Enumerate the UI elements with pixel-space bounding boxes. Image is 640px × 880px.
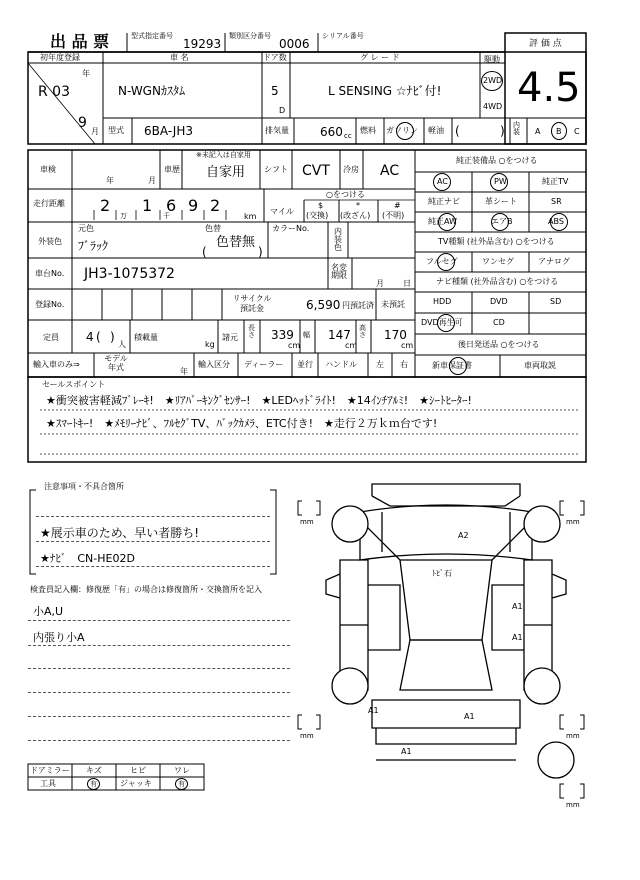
history-label: 車歴 [164,165,180,174]
mile-label: マイル [270,207,294,216]
tv-fullseg: フルセグ [426,257,458,266]
model-no-label: 型式指定番号 [131,32,173,40]
drive-2wd: 2WD [483,76,503,85]
nav-dvd-play-circle [437,314,455,332]
import-class-label: 輸入区分 [198,360,230,369]
history-note: ※未記入は自家用 [196,151,251,159]
paint-label: 色替 [205,224,221,233]
car-name: N-WGNｶｽﾀﾑ [118,84,185,98]
orig-color-value: ﾌﾞﾗｯｸ [78,239,109,253]
legend-tool: 工具 [40,779,56,788]
title-exp-label: 名変期限 [331,263,347,280]
sym-hash: # [394,201,401,210]
exp-day: 日 [403,279,411,288]
history-value: 自家用 [206,165,246,180]
interior-c: C [574,127,580,136]
type-value: 6BA-JH3 [144,124,194,138]
tire-mm-fr: mm [566,518,580,526]
notes-label: 注意事項・不具合箇所 [44,482,124,491]
interior-color-label: 内装色 [334,227,342,252]
import-label: 輸入車のみ⇒ [33,360,80,369]
ac-label: 冷房 [343,165,359,174]
first-reg-label: 初年度登録 [40,53,80,62]
width-unit: cm [345,341,358,350]
damage-a1-right-front: A1 [512,602,523,611]
sen-unit: 千 [163,212,170,220]
door-suffix: D [279,106,286,115]
damage-a1-right-rear: A1 [512,633,523,642]
len-label: 長さ [248,324,255,339]
note-line-1: ★展示車のため、早い者勝ち! [40,526,200,540]
fuel-gas-circle [396,122,414,140]
inspection-label: 車検 [40,165,56,174]
recycle-amount: 6,590 [306,298,341,312]
equip-leather: 革シート [485,197,517,206]
sales-line-1: ★衝突被害軽減ﾌﾞﾚｰｷ! ★ﾘｱﾊﾞｰｷﾝｸﾞｾﾝｻｰ! ★LEDﾍｯﾄﾞﾗｲﾄ! ★14ｲﾝﾁｱﾙﾐ! ★ｼｰﾄﾋｰﾀｰ! [46,394,472,407]
tv-fullseg-circle [437,253,455,271]
tire-mm-rr: mm [566,732,580,740]
displacement-value: 660 [320,125,343,139]
altered-label: (改ざん) [340,211,371,220]
fuel-other-paren-close: ) [500,124,505,138]
width-value: 147 [328,328,351,342]
equip-sr: SR [551,197,562,206]
type-label: 型式 [108,126,124,135]
legend-crack: ヒビ [130,766,146,775]
class-no-label: 類別区分番号 [229,32,271,40]
inspector-line-2: 内張り小A [33,631,85,644]
doors-label: ドア数 [263,53,287,62]
equip-abs: ABS [548,217,564,226]
insp-year-mark: 年 [106,176,114,185]
chassis-label: 車台No. [35,269,65,278]
first-reg-month: 9 [78,115,87,131]
paint-paren-open: ( [202,245,207,259]
capacity-unit: 人 [118,340,126,349]
color-no-label: カラーNo. [272,224,310,233]
fuel-diesel: 軽油 [428,126,444,135]
paint-paren-close: ) [258,245,263,259]
km-unit: km [244,212,257,221]
interior-a: A [535,127,541,136]
handle-left: 左 [376,360,384,369]
note-line-2: ★ﾅﾋﾞ CN-HE02D [40,552,135,565]
color-label: 外装色 [38,237,62,246]
length-value: 339 [271,328,294,342]
equip-aw-circle [438,213,456,231]
sym-dollar: $ [318,201,324,210]
legend-scratch: キズ [86,766,102,775]
ac-value: AC [380,163,400,179]
height-value: 170 [384,328,407,342]
drive-label: 駆動 [484,55,500,64]
legend-jack: ジャッキ [120,779,152,788]
damage-a1-bumper: A1 [401,747,412,756]
legend-jack-have: 有 [178,780,185,788]
mileage-digit-2: 1 [142,196,153,215]
paint-value: 色替無 [216,235,256,250]
nav-type-label: ナビ種類 (社外品含む) ○をつける [436,277,559,286]
model-no: 19293 [183,37,222,51]
nav-cd: CD [493,318,505,327]
equip-ac-circle [433,173,451,191]
mark-note: ○をつける [326,190,365,199]
length-unit: cm [288,341,301,350]
not-deposited: 未預託 [381,300,405,309]
model-year-label: モデル年式 [104,354,128,372]
cc-unit: cc [344,132,352,140]
std-equip-label: 純正装備品 ○をつける [456,156,538,165]
legend-break: ワレ [174,766,190,775]
equip-airbag-circle [491,213,509,231]
doors-value: 5 [271,84,279,98]
mileage-label: 走行距離 [33,199,65,208]
inspector-label: 検査員記入欄：修復歴「有」の場合は修復箇所・交換箇所を記入 [30,585,262,594]
damage-stone: ﾄﾋﾞ石 [432,569,452,578]
capacity-paren: ( [96,330,101,344]
mileage-digit-4: 9 [188,196,199,215]
interior-b-circle [551,122,567,140]
score-value: 4.5 [517,65,581,111]
equip-abs-circle [550,213,568,231]
month-mark: 月 [91,127,99,136]
shift-value: CVT [302,163,330,179]
wid-label: 幅 [303,331,310,339]
displacement-label: 排気量 [265,126,289,135]
damage-a2: A2 [458,531,469,540]
tv-analog: アナログ [538,257,570,266]
sales-label: セールスポイント [42,380,106,389]
tire-mm-spare: mm [566,801,580,809]
fuel-label: 燃料 [360,126,376,135]
capacity-value: 4 [86,330,94,344]
damage-a1-left-rear: A1 [368,706,379,715]
drive-4wd: 4WD [483,102,503,111]
later-manual: 車両取説 [524,361,556,370]
tv-label: TV種類 (社外品含む) ○をつける [438,237,555,246]
legend-jack-circle [175,778,188,790]
legend-mirror: ドアミラー [30,766,70,775]
kg-unit: kg [205,340,215,349]
era-year: R 03 [38,84,70,100]
chassis-value: JH3-1075372 [84,266,175,282]
exp-month: 月 [376,279,384,288]
equip-pw: PW [494,177,507,186]
later-label: 後日発送品 ○をつける [458,340,540,349]
form-title: 出 品 票 [50,32,110,51]
recycle-unit: 円預託済 [342,301,374,310]
man-unit: 万 [120,212,127,220]
nav-hdd: HDD [433,297,452,306]
orig-color-label: 元色 [78,224,94,233]
equip-tv: 純正TV [542,177,569,186]
score-label: 評 価 点 [529,39,562,49]
class-no: 0006 [279,37,310,51]
reg-no-label: 登録No. [35,300,65,309]
load-label: 積載量 [134,333,158,342]
name-label: 車 名 [170,53,189,62]
shift-label: シフト [264,165,288,174]
model-year-unit: 年 [180,367,188,376]
equip-pw-circle [490,173,508,191]
height-unit: cm [401,341,414,350]
tire-mm-rl: mm [300,732,314,740]
handle-right: 右 [400,360,408,369]
capacity-paren-close: ) [110,330,115,344]
fuel-gas: ガソリン [386,126,418,135]
interior-label: 内装 [513,121,520,136]
legend-tool-have: 有 [90,780,97,788]
unknown-label: (不明) [382,211,405,220]
dealer-option: ディーラー [244,360,284,369]
nav-dvd: DVD [490,297,508,306]
sales-line-2: ★ｽﾏｰﾄｷｰ! ★ﾒﾓﾘｰﾅﾋﾞ、ﾌﾙｾｸﾞTV、ﾊﾞｯｸｶﾒﾗ、ETC付き! ★走行２万ｋｍ台です! [46,417,438,430]
tire-mm-fl: mm [300,518,314,526]
legend-tool-circle [87,778,100,790]
fuel-other-paren: ( [455,124,460,138]
grade-label: グ レ ー ド [360,53,400,62]
nav-dvd-play: DVD再生可 [421,318,463,327]
damage-a1-rear: A1 [464,712,475,721]
nav-sd: SD [550,297,562,306]
recycle-label: リサイクル預託金 [232,294,272,313]
parallel-option: 並行 [297,360,313,369]
insp-month-mark: 月 [148,176,156,185]
mileage-digit-3: 6 [166,196,177,215]
exchange-label: (交換) [306,211,329,220]
drive-2wd-circle [481,71,503,91]
interior-b: B [556,127,562,136]
later-warranty-circle [449,357,467,375]
tv-oneseg: ワンセグ [482,257,514,266]
capacity-label: 定員 [43,333,59,342]
equip-navi: 純正ナビ [428,197,460,206]
hgt-label: 高さ [359,324,366,339]
grade-value: L SENSING ☆ﾅﾋﾞ付! [328,84,442,98]
mileage-digit-5: 2 [210,196,221,215]
inspector-line-1: 小A,U [33,605,64,618]
equip-airbag: エアB [491,217,513,226]
year-mark: 年 [82,69,90,78]
serial-label: シリアル番号 [322,32,364,40]
later-warranty: 新車保証書 [432,361,472,370]
sym-star: * [356,201,360,210]
dim-label: 諸元 [222,333,238,342]
handle-label: ハンドル [325,360,357,369]
equip-aw: 純正AW [428,217,457,226]
equip-ac: AC [437,177,448,186]
mileage-digit-1: 2 [100,196,111,215]
